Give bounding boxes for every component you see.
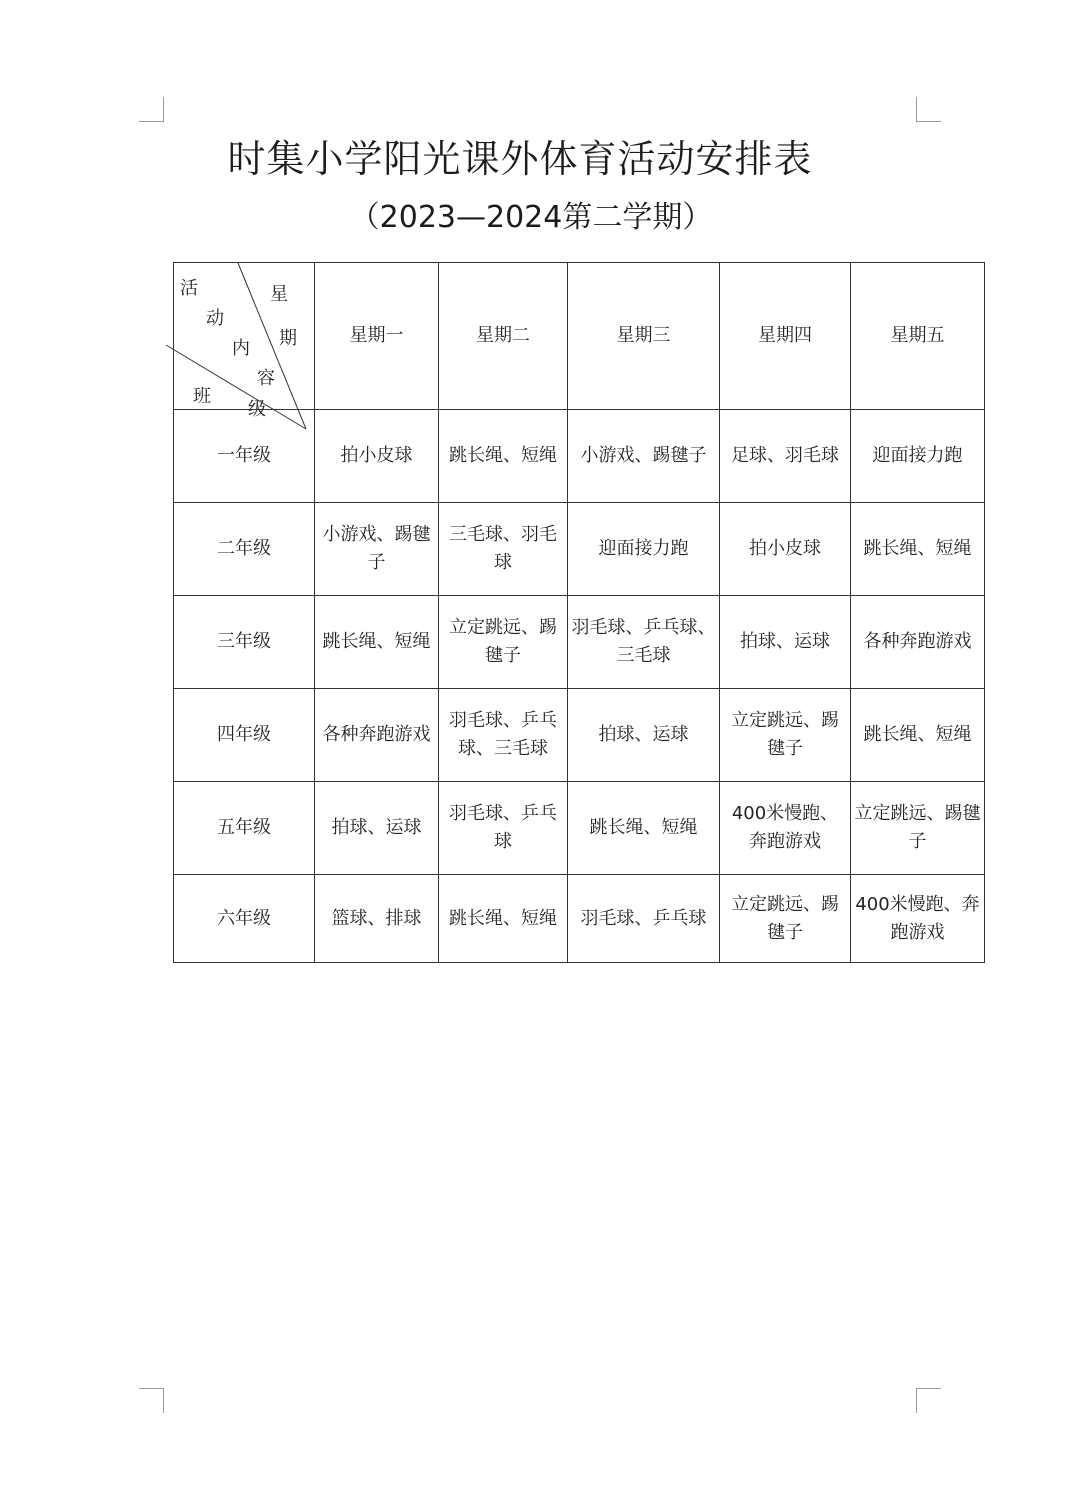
activity-cell: 篮球、排球 <box>315 875 439 963</box>
activity-cell: 拍球、运球 <box>720 596 851 689</box>
activity-cell: 拍球、运球 <box>568 689 720 782</box>
activity-cell: 羽毛球、乒乓球 <box>568 875 720 963</box>
activity-cell: 迎面接力跑 <box>568 503 720 596</box>
corner-activity-char: 容 <box>257 368 275 389</box>
table-row <box>174 503 985 596</box>
page-subtitle: （2023—2024第二学期） <box>349 200 713 235</box>
activity-cell: 立定跳远、踢毽子 <box>720 689 851 782</box>
activity-cell: 拍小皮球 <box>720 503 851 596</box>
corner-class-char: 级 <box>248 399 266 420</box>
activity-cell: 各种奔跑游戏 <box>851 596 985 689</box>
activity-cell: 立定跳远、踢毽子 <box>720 875 851 963</box>
activity-cell: 拍球、运球 <box>315 782 439 875</box>
activity-cell: 足球、羽毛球 <box>720 410 851 503</box>
corner-weekday-char: 星 <box>270 284 288 305</box>
header-wednesday: 星期三 <box>568 263 720 410</box>
grade-cell: 三年级 <box>174 596 315 689</box>
page-title: 时集小学阳光课外体育活动安排表 <box>227 137 813 181</box>
activity-cell: 小游戏、踢毽子 <box>315 503 439 596</box>
activity-cell: 跳长绳、短绳 <box>568 782 720 875</box>
crop-mark-top-right <box>916 97 941 122</box>
corner-header-cell <box>174 263 315 420</box>
table-row <box>174 875 985 963</box>
activity-cell: 跳长绳、短绳 <box>439 410 568 503</box>
activity-cell: 各种奔跑游戏 <box>315 689 439 782</box>
corner-activity-char: 内 <box>232 338 250 359</box>
crop-mark-top-left <box>139 97 164 122</box>
activity-cell: 迎面接力跑 <box>851 410 985 503</box>
header-thursday: 星期四 <box>720 263 851 410</box>
activity-cell: 立定跳远、踢毽子 <box>439 596 568 689</box>
activity-cell: 小游戏、踢毽子 <box>568 410 720 503</box>
crop-mark-bottom-left <box>139 1388 164 1413</box>
grade-cell: 二年级 <box>174 503 315 596</box>
activity-cell: 羽毛球、乒乓球 <box>439 782 568 875</box>
grade-cell: 一年级 <box>174 410 315 503</box>
schedule-table <box>173 262 985 963</box>
table-row <box>174 782 985 875</box>
crop-mark-bottom-right <box>916 1388 941 1413</box>
activity-cell: 三毛球、羽毛球 <box>439 503 568 596</box>
grade-cell: 五年级 <box>174 782 315 875</box>
corner-class-char: 班 <box>193 386 211 407</box>
corner-weekday-char: 期 <box>279 328 297 349</box>
activity-cell: 羽毛球、乒乓球、三毛球 <box>439 689 568 782</box>
activity-cell: 跳长绳、短绳 <box>851 689 985 782</box>
grade-cell: 四年级 <box>174 689 315 782</box>
table-row <box>174 596 985 689</box>
activity-cell: 跳长绳、短绳 <box>315 596 439 689</box>
corner-activity-char: 动 <box>206 308 224 329</box>
header-monday: 星期一 <box>315 263 439 410</box>
activity-cell: 跳长绳、短绳 <box>851 503 985 596</box>
header-row <box>174 263 985 410</box>
header-friday: 星期五 <box>851 263 985 410</box>
header-tuesday: 星期二 <box>439 263 568 410</box>
grade-cell: 六年级 <box>174 875 315 963</box>
activity-cell: 立定跳远、踢毽子 <box>851 782 985 875</box>
table-row <box>174 689 985 782</box>
activity-cell: 400米慢跑、奔跑游戏 <box>851 875 985 963</box>
activity-cell: 400米慢跑、奔跑游戏 <box>720 782 851 875</box>
activity-cell: 跳长绳、短绳 <box>439 875 568 963</box>
activity-cell: 羽毛球、乒乓球、三毛球 <box>568 596 720 689</box>
activity-cell: 拍小皮球 <box>315 410 439 503</box>
corner-activity-char: 活 <box>180 278 198 299</box>
